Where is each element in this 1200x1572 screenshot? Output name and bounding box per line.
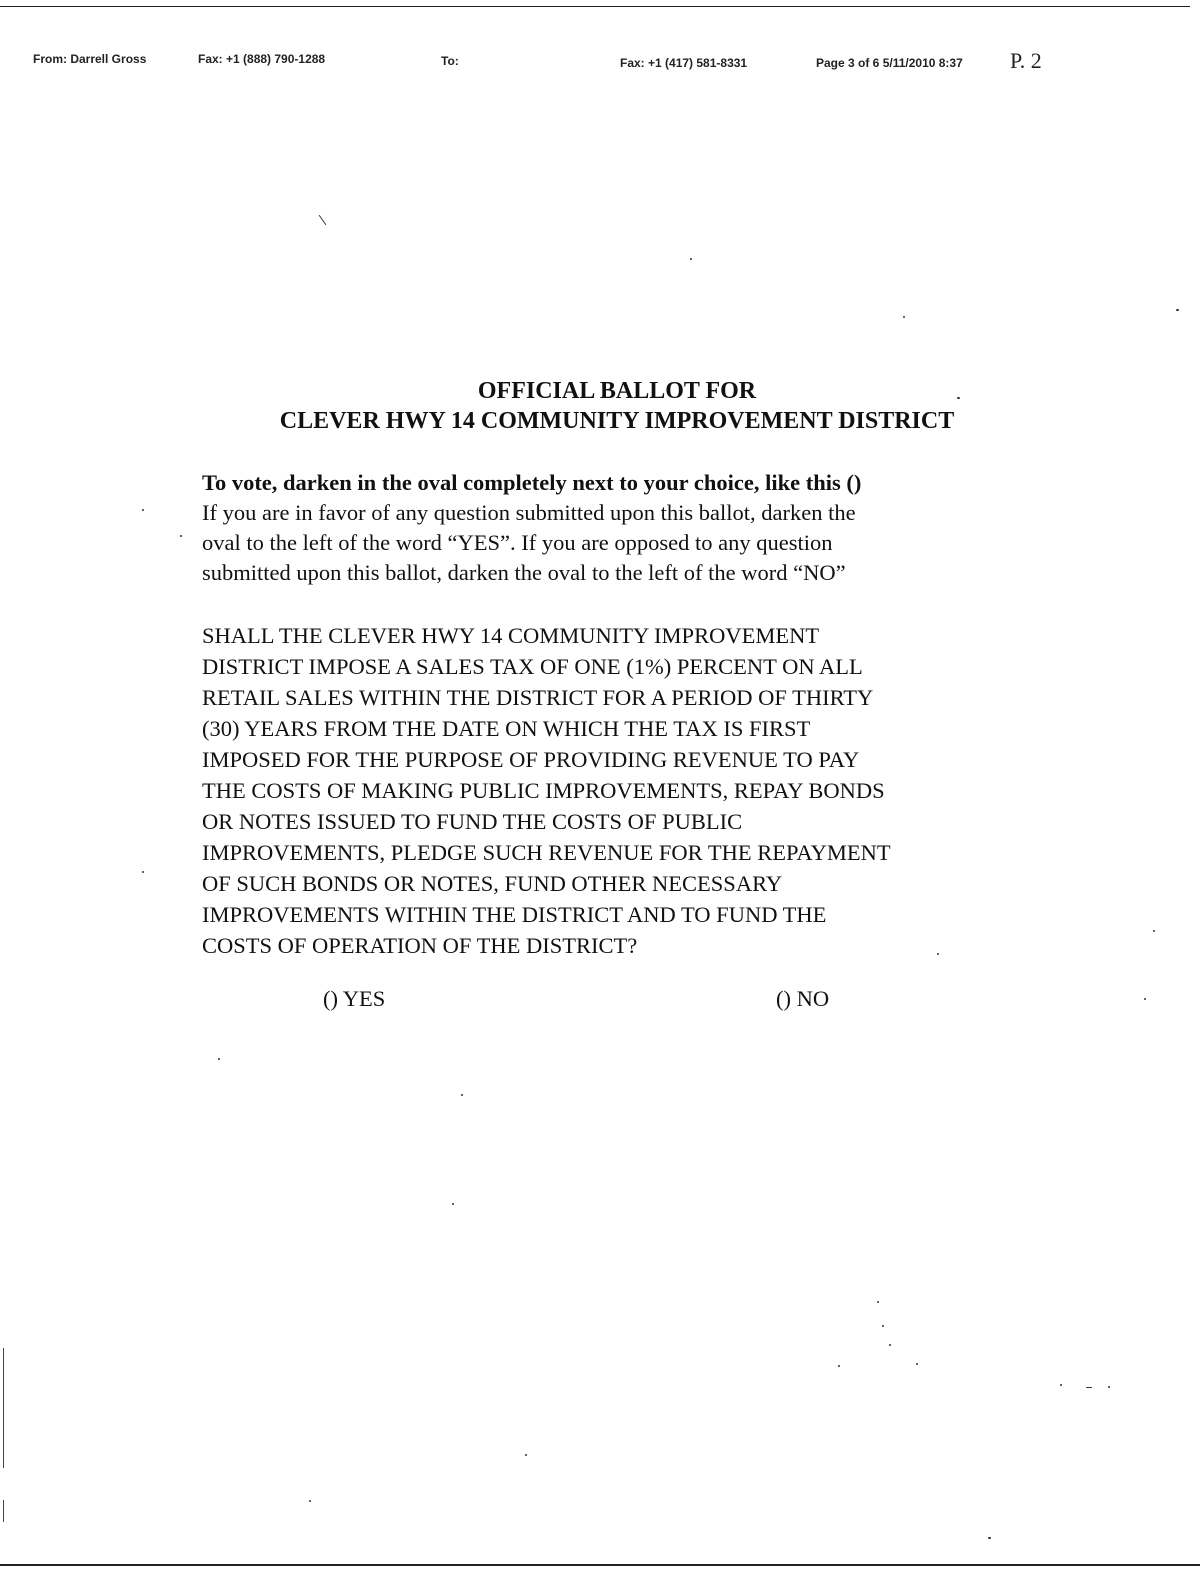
scan-speck [889,1344,891,1346]
fax-to-label: To: [441,54,459,68]
fax-from-number: Fax: +1 (888) 790-1288 [198,52,326,66]
fax-from-label: From: Darrell Gross [33,52,147,66]
scan-speck [838,1365,840,1367]
yes-oval-choice[interactable]: () YES [323,986,386,1011]
scan-speck [142,509,144,511]
ballot-title-line-1: OFFICIAL BALLOT FOR [477,378,757,404]
scan-speck [877,1301,879,1303]
scan-edge-left-lower [3,1500,4,1522]
fax-to-number: Fax: +1 (417) 581-8331 [620,56,748,70]
instructions-line: oval to the left of the word “YES”. If you are opposed to any question [202,530,833,555]
question-line: DISTRICT IMPOSE A SALES TAX OF ONE (1%) PERCENT ON ALL [202,654,863,679]
scan-speck [452,1203,454,1205]
scan-edge-top [0,6,1190,7]
question-line: IMPROVEMENTS WITHIN THE DISTRICT AND TO FUND THE [202,902,827,927]
scan-speck [903,316,905,318]
scan-speck [218,1058,220,1060]
scan-speck [319,215,327,225]
question-line: (30) YEARS FROM THE DATE ON WHICH THE TAX IS FIRST [202,716,811,741]
scan-speck [461,1094,463,1096]
ballot-title-line-2: CLEVER HWY 14 COMMUNITY IMPROVEMENT DISTRICT [279,408,955,434]
fax-header [0,50,1200,72]
scan-speck [937,953,939,955]
scan-speck [957,397,960,399]
instructions-heading: To vote, darken in the oval completely next to your choice, like this () [202,470,862,495]
page-mark: P. 2 [1010,48,1042,73]
scan-edge-bottom [0,1564,1200,1566]
scan-speck [1144,998,1146,1000]
scan-speck [309,1500,311,1502]
scan-speck [1108,1386,1110,1388]
scan-edge-left [3,1348,4,1468]
fax-page-info: Page 3 of 6 5/11/2010 8:37 [816,56,963,70]
instructions-line: If you are in favor of any question submitted upon this ballot, darken the [202,500,856,525]
question-line: IMPROVEMENTS, PLEDGE SUCH REVENUE FOR THE REPAYMENT [202,840,891,865]
question-line: OR NOTES ISSUED TO FUND THE COSTS OF PUBLIC [202,809,743,834]
question-line: RETAIL SALES WITHIN THE DISTRICT FOR A PERIOD OF THIRTY [202,685,874,710]
scan-speck [916,1363,918,1365]
question-line: OF SUCH BONDS OR NOTES, FUND OTHER NECESSARY [202,871,783,896]
voting-instructions [202,468,1022,588]
question-line: SHALL THE CLEVER HWY 14 COMMUNITY IMPROVEMENT [202,623,820,648]
ballot-title [0,376,1200,436]
scan-speck [1176,309,1179,311]
scan-speck [1086,1387,1092,1388]
scan-speck [1060,1384,1062,1386]
no-oval-choice[interactable]: () NO [776,986,830,1011]
scan-speck [690,258,692,260]
question-line: COSTS OF OPERATION OF THE DISTRICT? [202,933,638,958]
scan-speck [525,1454,527,1456]
scan-speck [180,535,182,537]
instructions-line: submitted upon this ballot, darken the oval to the left of the word “NO” [202,560,846,585]
question-line: IMPOSED FOR THE PURPOSE OF PROVIDING REVENUE TO PAY [202,747,860,772]
scan-speck [988,1537,991,1539]
scan-speck [882,1325,884,1327]
ballot-question [202,620,1042,961]
question-line: THE COSTS OF MAKING PUBLIC IMPROVEMENTS, REPAY BONDS [202,778,885,803]
scan-speck [142,871,144,873]
scan-speck [1153,930,1155,932]
